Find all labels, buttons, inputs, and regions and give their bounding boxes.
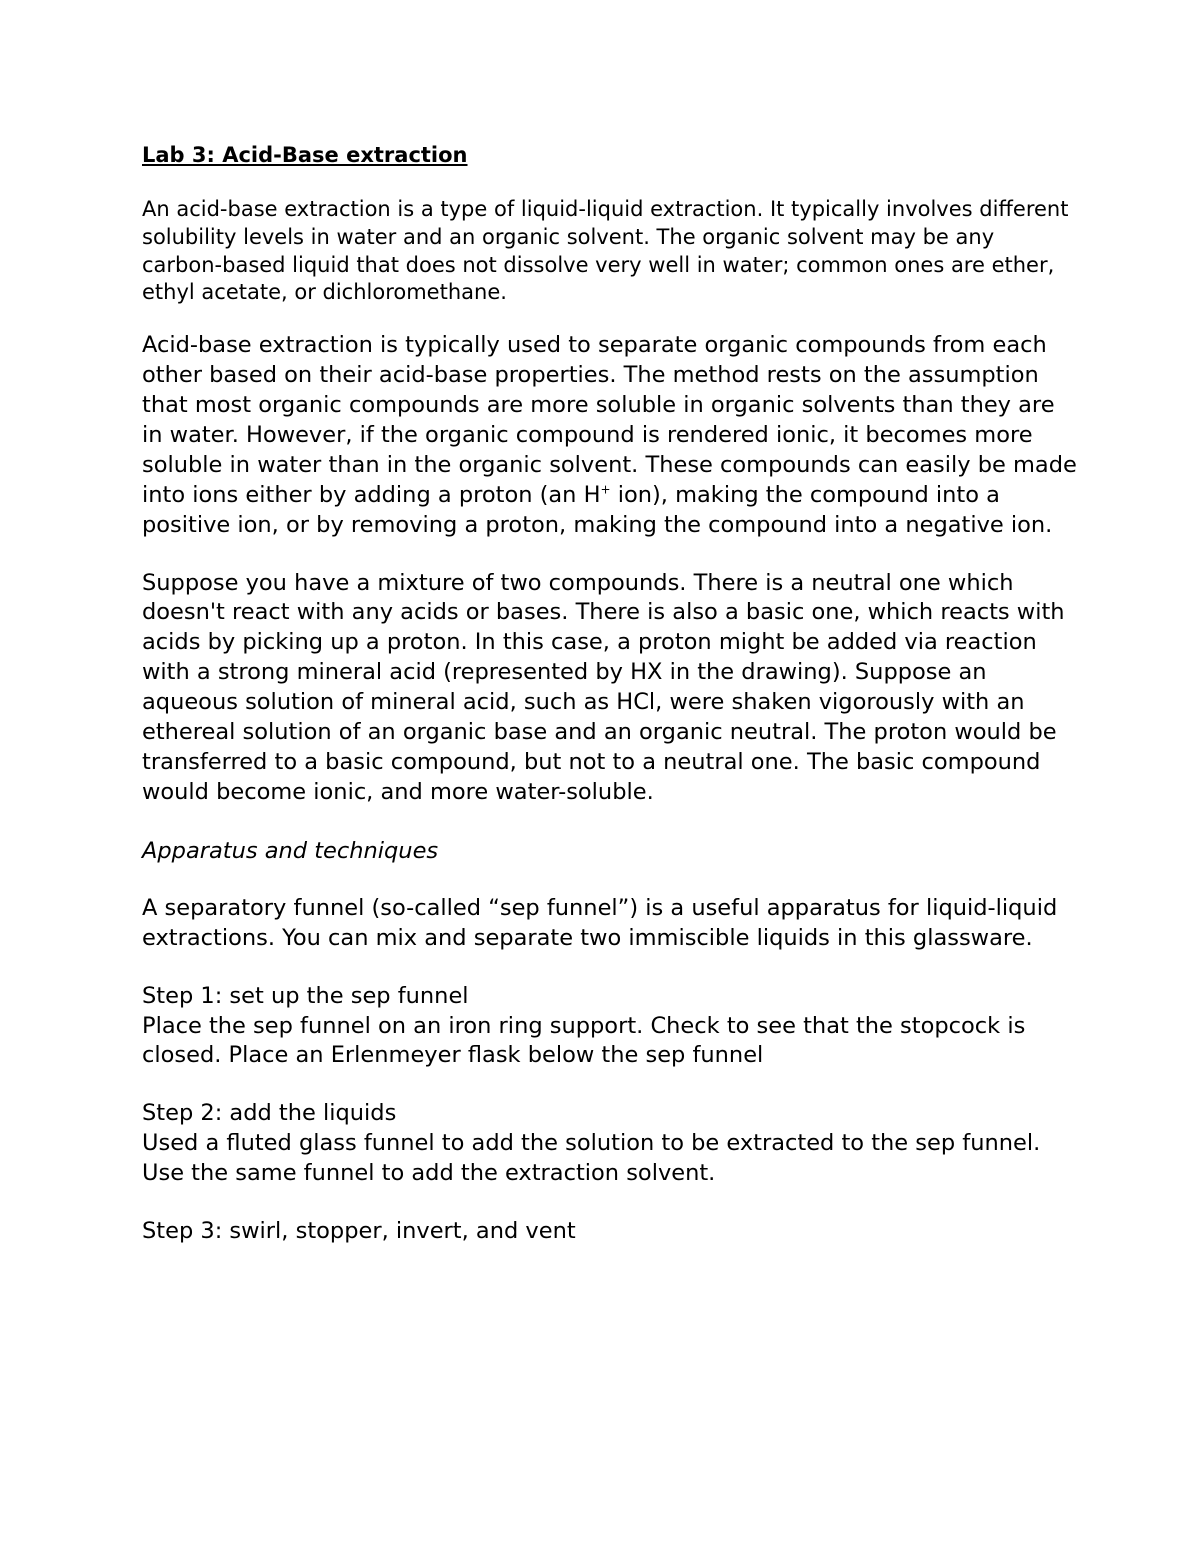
document-title: Lab 3: Acid-Base extraction [142, 143, 468, 167]
mixture-paragraph: Suppose you have a mixture of two compounds. There is a neutral one which doesn't react with any acids or bases. There is also a basic one, which reacts with acids by picking up a proton. In this case, a proton might be added via reaction with a strong mineral acid (represented by HX in the drawing). Suppose an aqueous solution of mineral acid, such as HCl, were shaken vigorously with an ethereal solution of an organic base and an organic neutral. The proton would be transferred to a basic compound, but not to a neutral one. The basic compound would become ionic, and more water-soluble. [142, 569, 1065, 805]
sep-funnel-paragraph: A separatory funnel (so-called “sep funnel”) is a useful apparatus for liquid-liquid extractions. You can mix and separate two immiscible liquids in this glassware. [142, 894, 1058, 951]
paragraph-text-after: ion), making the compound into a positive ion, or by removing a proton, making the compound into a negative ion. [142, 481, 1053, 538]
step-1 [142, 982, 1077, 1072]
step-title: Step 1: set up the sep funnel [142, 982, 469, 1009]
intro-paragraph: An acid-base extraction is a type of liquid-liquid extraction. It typically involves different solubility levels in water and an organic solvent. The organic solvent may be any carbon-based liquid that does not dissolve very well in water; common ones are ether, ethyl acetate, or dichloromethane. [142, 197, 1069, 305]
acid-base-paragraph [142, 331, 1077, 540]
step-title: Step 2: add the liquids [142, 1100, 397, 1127]
step-body: Place the sep funnel on an iron ring support. Check to see that the stopcock is closed. Place an Erlenmeyer flask below the sep funnel [142, 1012, 1026, 1069]
step-body: Used a fluted glass funnel to add the solution to be extracted to the sep funnel. Use the same funnel to add the extraction solvent. [142, 1130, 1041, 1187]
document-page [142, 140, 1077, 1275]
step-2 [142, 1099, 1077, 1189]
step-3 [142, 1217, 1077, 1247]
step-title: Step 3: swirl, stopper, invert, and vent [142, 1218, 576, 1245]
proton-superscript: + [600, 482, 611, 497]
section-heading: Apparatus and techniques [142, 837, 439, 864]
paragraph-text-before: Acid-base extraction is typically used to separate organic compounds from each other based on their acid-base properties. The method rests on the assumption that most organic compounds are more soluble in organic solvents than they are in water. However, if the organic compound is rendered ionic, it becomes more soluble in water than in the organic solvent. These compounds can easily be made into ions either by adding a proton (an H [142, 332, 1077, 508]
